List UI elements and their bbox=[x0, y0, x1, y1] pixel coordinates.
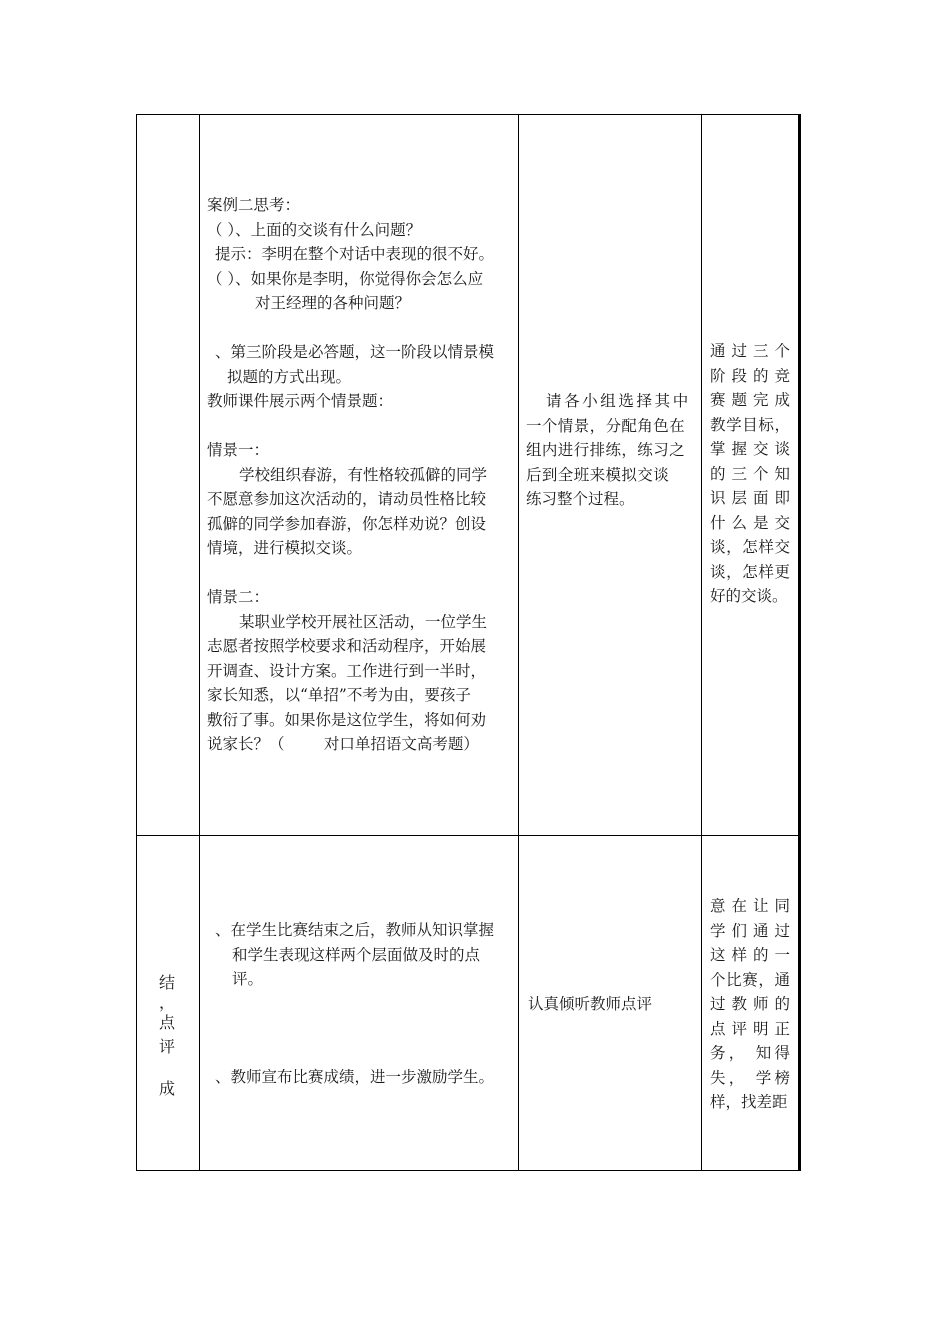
scene1-line: 孤僻的同学参加春游，你怎样劝说？创设 bbox=[207, 514, 487, 533]
intent-line: 意在让同 bbox=[710, 897, 790, 915]
stage3-line-1: 、第三阶段是必答题，这一阶段以情景模 bbox=[215, 343, 495, 361]
scene2-line: 家长知悉，以“单招”不考为由，要孩子 bbox=[207, 686, 471, 704]
intent-line: 掌握交谈 bbox=[710, 440, 790, 458]
intent-line: 好的交谈。 bbox=[710, 587, 788, 605]
intent-line: 点评明正 bbox=[710, 1019, 790, 1038]
student-activity-line: 练习整个过程。 bbox=[526, 490, 635, 508]
teacher-show-scenes: 教师课件展示两个情景题： bbox=[207, 392, 394, 410]
scene2-line: 开调查、设计方案。工作进行到一半时， bbox=[207, 661, 487, 680]
row2-teacher-activity bbox=[207, 918, 512, 1089]
intent-line: 识层面即 bbox=[710, 489, 790, 507]
scene2-line: 说家长？（ 对口单招语文高考题） bbox=[207, 735, 479, 753]
case2-title: 案例二思考： bbox=[207, 196, 301, 214]
stage-label-char: ， bbox=[158, 993, 175, 1012]
intent-line: 的三个知 bbox=[710, 464, 790, 483]
scene1-title: 情景一： bbox=[207, 441, 270, 459]
table-col-divider-3 bbox=[701, 114, 702, 1171]
intent-line: 学们通过 bbox=[710, 921, 790, 940]
stage-label-char bbox=[152, 1060, 182, 1078]
stage-label-char: 结 bbox=[158, 973, 175, 992]
intent-line: 这样的一 bbox=[710, 946, 790, 964]
hint-text: 提示：李明在整个对话中表现的很不好。 bbox=[215, 245, 495, 263]
intent-line: 谈，怎样交 bbox=[710, 538, 790, 556]
stage3-line-2: 拟题的方式出现。 bbox=[227, 367, 352, 386]
table-col-divider-1 bbox=[199, 114, 200, 1171]
question-2-line-2: 对王经理的各种问题？ bbox=[255, 294, 411, 312]
intent-line: 失， 学榜 bbox=[710, 1068, 790, 1087]
student-activity-line: 请各小组选择其中 bbox=[546, 392, 691, 410]
scene2-line: 志愿者按照学校要求和活动程序，开始展 bbox=[207, 637, 487, 655]
table-col-divider-2 bbox=[518, 114, 519, 1171]
scene1-line: 情境，进行模拟交谈。 bbox=[207, 539, 363, 557]
row2-design-intent bbox=[710, 894, 790, 1115]
row2-student-activity bbox=[528, 992, 696, 1017]
intent-line: 什么是交 bbox=[710, 513, 790, 532]
question-1: （ ）、上面的交谈有什么问题？ bbox=[207, 220, 422, 239]
scene1-line: 学校组织春游，有性格较孤僻的同学 bbox=[239, 465, 488, 484]
table-border-left bbox=[136, 114, 137, 1171]
stage-label-char: 点 bbox=[158, 1013, 175, 1032]
row1-design-intent bbox=[710, 339, 790, 609]
row2-stage-label bbox=[152, 972, 182, 1102]
student-activity-line: 后到全班来模拟交谈 bbox=[526, 465, 670, 484]
intent-line: 务， 知得 bbox=[710, 1044, 790, 1062]
stage-label-char: 成 bbox=[158, 1079, 175, 1098]
scene2-title: 情景二： bbox=[207, 588, 270, 606]
student-activity-line: 组内进行排练，练习之 bbox=[526, 441, 686, 459]
row1-teacher-activity bbox=[207, 193, 512, 757]
intent-line: 教学目标， bbox=[710, 415, 790, 434]
table-border-right bbox=[798, 114, 801, 1171]
intent-line: 个比赛，通 bbox=[710, 970, 790, 989]
intent-line: 样，找差距 bbox=[710, 1093, 788, 1111]
intent-line: 通过三个 bbox=[710, 342, 790, 360]
intent-line: 阶段的竞 bbox=[710, 366, 790, 385]
summary-item-1-line-2: 和学生表现这样两个层面做及时的点 bbox=[232, 945, 481, 964]
question-2-line-1: （ ）、如果你是李明，你觉得你会怎么应 bbox=[207, 269, 484, 288]
scene2-line: 敷衍了事。如果你是这位学生，将如何劝 bbox=[207, 710, 487, 729]
summary-item-2: 、教师宣布比赛成绩，进一步激励学生。 bbox=[215, 1067, 495, 1086]
listen-to-teacher: 认真倾听教师点评 bbox=[528, 995, 653, 1013]
scene1-line: 不愿意参加这次活动的，请动员性格比较 bbox=[207, 490, 487, 508]
student-activity-line: 一个情景，分配角色在 bbox=[526, 416, 686, 435]
row1-student-activity bbox=[526, 389, 694, 512]
stage-label-char: 评 bbox=[158, 1037, 175, 1056]
scene2-line: 某职业学校开展社区活动，一位学生 bbox=[239, 612, 488, 631]
summary-item-1-line-1: 、在学生比赛结束之后，教师从知识掌握 bbox=[215, 921, 495, 939]
intent-line: 过教师的 bbox=[710, 995, 790, 1013]
intent-line: 赛题完成 bbox=[710, 391, 790, 409]
summary-item-1-line-3: 评。 bbox=[232, 970, 264, 988]
intent-line: 谈，怎样更 bbox=[710, 562, 790, 581]
